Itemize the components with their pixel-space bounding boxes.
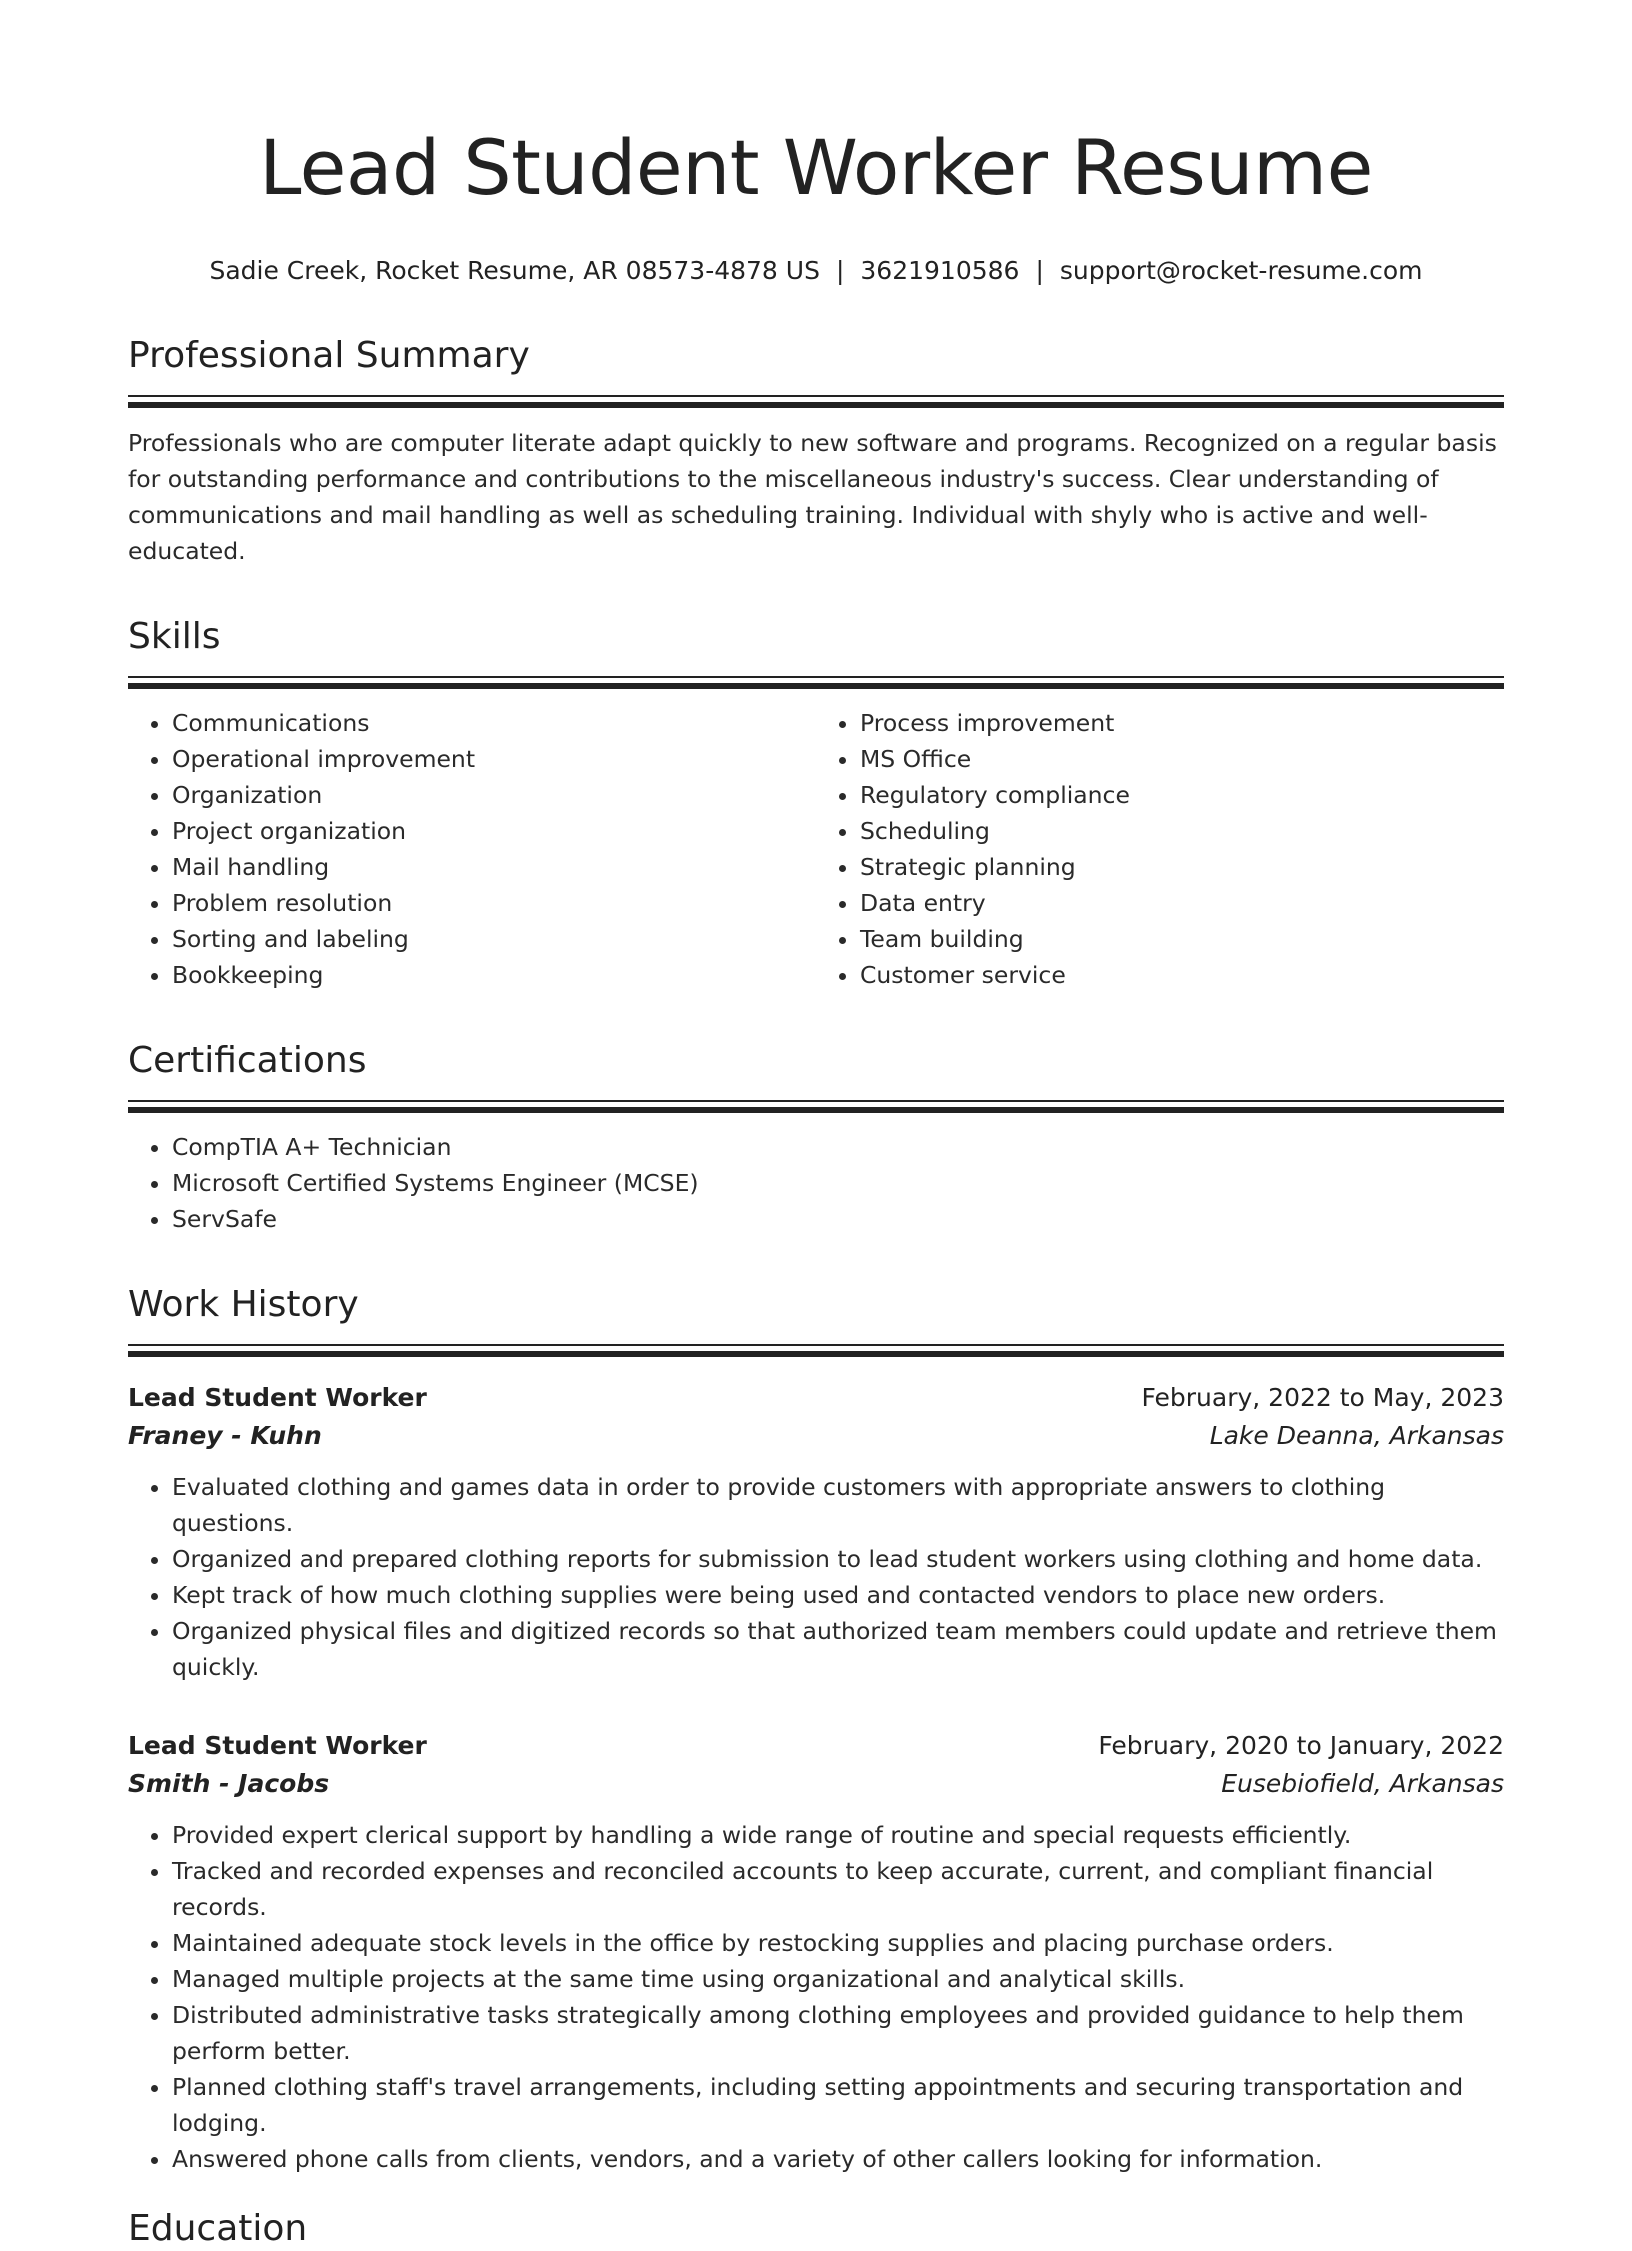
contact-line xyxy=(128,254,1504,288)
certification-item: • Microsoft Certified Systems Engineer (MCSE) xyxy=(172,1165,1504,1201)
skills-list-right xyxy=(816,705,1504,993)
contact-separator: | xyxy=(1035,256,1044,285)
job-bullet: • Tracked and recorded expenses and reconciled accounts to keep accurate, current, and compliant financial records. xyxy=(172,1853,1504,1925)
job-entry xyxy=(128,1727,1504,2177)
job-bullet: • Kept track of how much clothing supplies were being used and contacted vendors to place new orders. xyxy=(172,1577,1504,1613)
job-dates: February, 2022 to May, 2023 xyxy=(1141,1383,1504,1412)
job-bullet: • Organized physical files and digitized records so that authorized team members could update and retrieve them quickly. xyxy=(172,1613,1504,1685)
skill-item: • Customer service xyxy=(860,957,1504,993)
section-divider xyxy=(128,1100,1504,1113)
job-location: Lake Deanna, Arkansas xyxy=(1209,1421,1504,1450)
job-subheader-row xyxy=(128,1765,1504,1803)
job-header-row xyxy=(128,1727,1504,1765)
skill-item: • Operational improvement xyxy=(172,741,816,777)
skill-item: • MS Office xyxy=(860,741,1504,777)
job-title: Lead Student Worker xyxy=(128,1731,427,1760)
job-bullet: • Planned clothing staff's travel arrangements, including setting appointments and securing transportation and lodging. xyxy=(172,2069,1504,2141)
job-bullets xyxy=(128,1469,1504,1685)
certification-item: • ServSafe xyxy=(172,1201,1504,1237)
job-bullet: • Organized and prepared clothing reports for submission to lead student workers using clothing and home data. xyxy=(172,1541,1504,1577)
skill-item: • Problem resolution xyxy=(172,885,816,921)
work-history-section xyxy=(128,1283,1504,2177)
education-section xyxy=(128,2207,1504,2251)
skill-item: • Communications xyxy=(172,705,816,741)
summary-section xyxy=(128,334,1504,569)
skill-item: • Bookkeeping xyxy=(172,957,816,993)
job-subheader-row xyxy=(128,1417,1504,1455)
skills-grid xyxy=(128,689,1504,993)
job-bullet: • Maintained adequate stock levels in the office by restocking supplies and placing purchase orders. xyxy=(172,1925,1504,1961)
skill-item: • Data entry xyxy=(860,885,1504,921)
summary-heading: Professional Summary xyxy=(128,335,530,376)
section-divider xyxy=(128,395,1504,408)
contact-email: support@rocket-resume.com xyxy=(1059,256,1423,285)
certifications-list xyxy=(128,1129,1504,1237)
certifications-heading: Certifications xyxy=(128,1040,367,1081)
section-divider xyxy=(128,676,1504,689)
job-location: Eusebiofield, Arkansas xyxy=(1221,1769,1504,1798)
job-company: Franey - Kuhn xyxy=(128,1421,322,1450)
skill-item: • Team building xyxy=(860,921,1504,957)
job-title: Lead Student Worker xyxy=(128,1383,427,1412)
job-bullet: • Managed multiple projects at the same time using organizational and analytical skills. xyxy=(172,1961,1504,1997)
skill-item: • Mail handling xyxy=(172,849,816,885)
skills-heading: Skills xyxy=(128,616,221,657)
job-bullet: • Evaluated clothing and games data in order to provide customers with appropriate answers to clothing questions. xyxy=(172,1469,1504,1541)
job-bullets xyxy=(128,1817,1504,2177)
skill-item: • Scheduling xyxy=(860,813,1504,849)
skill-item: • Organization xyxy=(172,777,816,813)
skill-item: • Process improvement xyxy=(860,705,1504,741)
certification-item: • CompTIA A+ Technician xyxy=(172,1129,1504,1165)
skills-list-left xyxy=(128,705,816,993)
work-history-heading: Work History xyxy=(128,1284,359,1325)
contact-separator: | xyxy=(835,256,845,285)
certifications-section xyxy=(128,1039,1504,1237)
job-company: Smith - Jacobs xyxy=(128,1769,330,1798)
education-heading: Education xyxy=(128,2208,308,2249)
job-bullet: • Answered phone calls from clients, vendors, and a variety of other callers looking for information. xyxy=(172,2141,1504,2177)
skills-section xyxy=(128,615,1504,993)
skill-item: • Strategic planning xyxy=(860,849,1504,885)
contact-address: Sadie Creek, Rocket Resume, AR 08573-4878 US xyxy=(209,256,820,285)
job-header-row xyxy=(128,1379,1504,1417)
skill-item: • Project organization xyxy=(172,813,816,849)
job-dates: February, 2020 to January, 2022 xyxy=(1098,1731,1504,1760)
job-bullet: • Distributed administrative tasks strategically among clothing employees and provided guidance to help them perform better. xyxy=(172,1997,1504,2069)
resume-title: Lead Student Worker Resume xyxy=(259,123,1373,212)
skill-item: • Regulatory compliance xyxy=(860,777,1504,813)
contact-phone: 3621910586 xyxy=(860,256,1020,285)
summary-text: Professionals who are computer literate adapt quickly to new software and programs. Recognized on a regular basis for outstanding performance and contributions to the miscellaneous industry's success. Clear understanding of communications and mail handling as well as scheduling training. Individual with shyly who is active and well-educated. xyxy=(128,429,1497,565)
job-bullet: • Provided expert clerical support by handling a wide range of routine and special requests efficiently. xyxy=(172,1817,1504,1853)
section-divider xyxy=(128,1344,1504,1357)
job-entry xyxy=(128,1379,1504,1685)
skill-item: • Sorting and labeling xyxy=(172,921,816,957)
